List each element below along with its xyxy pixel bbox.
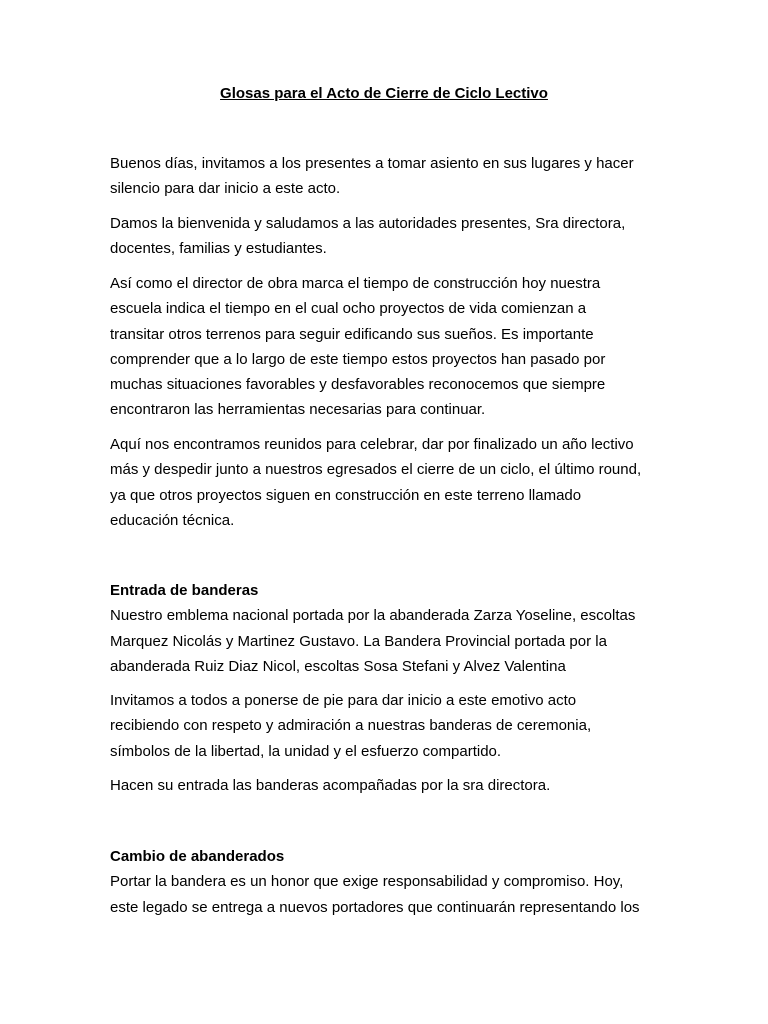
- text-line: este legado se entrega a nuevos portadores que continuarán representando los: [110, 898, 640, 916]
- paragraph-construction: [110, 271, 670, 423]
- text-line: Aquí nos encontramos reunidos para celebrar, dar por finalizado un año lectivo: [110, 436, 634, 453]
- text-line: más y despedir junto a nuestros egresados el cierre de un ciclo, el último round,: [110, 461, 642, 479]
- section-heading: Cambio de abanderados: [110, 848, 285, 865]
- text-line: encontraron las herramientas necesarias para continuar.: [110, 401, 486, 419]
- text-line: símbolos de la libertad, la unidad y el esfuerzo compartido.: [110, 742, 502, 760]
- text-line: ya que otros proyectos siguen en construcción en este terreno llamado: [110, 486, 582, 504]
- text-line: Así como el director de obra marca el tiempo de construcción hoy nuestra: [110, 275, 601, 292]
- text-line: Damos la bienvenida y saludamos a las autoridades presentes, Sra directora,: [110, 215, 626, 232]
- text-line: silencio para dar inicio a este acto.: [110, 180, 341, 198]
- text-line: transitar otros terrenos para seguir edificando sus sueños. Es importante: [110, 325, 594, 343]
- text-line: educación técnica.: [110, 511, 235, 529]
- text-line: muchas situaciones favorables y desfavorables reconocemos que siempre: [110, 376, 606, 394]
- text-line: Invitamos a todos a ponerse de pie para dar inicio a este emotivo acto: [110, 692, 577, 709]
- text-line: Marquez Nicolás y Martinez Gustavo. La Bandera Provincial portada por la: [110, 632, 607, 650]
- section-flag-entrance: [110, 578, 670, 679]
- text-line: docentes, familias y estudiantes.: [110, 240, 327, 258]
- paragraph-welcome: [110, 151, 670, 202]
- text-line: Portar la bandera es un honor que exige responsabilidad y compromiso. Hoy,: [110, 873, 624, 891]
- paragraph-greeting: [110, 211, 670, 262]
- section-flag-bearer-change: [110, 844, 670, 920]
- paragraph-invitation: [110, 688, 670, 764]
- text-line: abanderada Ruiz Diaz Nicol, escoltas Sosa Stefani y Alvez Valentina: [110, 657, 566, 675]
- paragraph-flag-entry: [110, 773, 670, 798]
- text-line: comprender que a lo largo de este tiempo estos proyectos han pasado por: [110, 350, 606, 368]
- text-line: escuela indica el tiempo en el cual ocho proyectos de vida comienzan a: [110, 300, 587, 318]
- text-line: recibiendo con respeto y admiración a nuestras banderas de ceremonia,: [110, 717, 592, 735]
- section-heading: Entrada de banderas: [110, 582, 259, 599]
- text-line: Buenos días, invitamos a los presentes a tomar asiento en sus lugares y hacer: [110, 155, 634, 172]
- text-line: Hacen su entrada las banderas acompañadas por la sra directora.: [110, 777, 551, 794]
- text-line: Nuestro emblema nacional portada por la abanderada Zarza Yoseline, escoltas: [110, 607, 636, 625]
- document-title: Glosas para el Acto de Cierre de Ciclo Lectivo: [220, 85, 548, 102]
- paragraph-celebration: [110, 432, 670, 533]
